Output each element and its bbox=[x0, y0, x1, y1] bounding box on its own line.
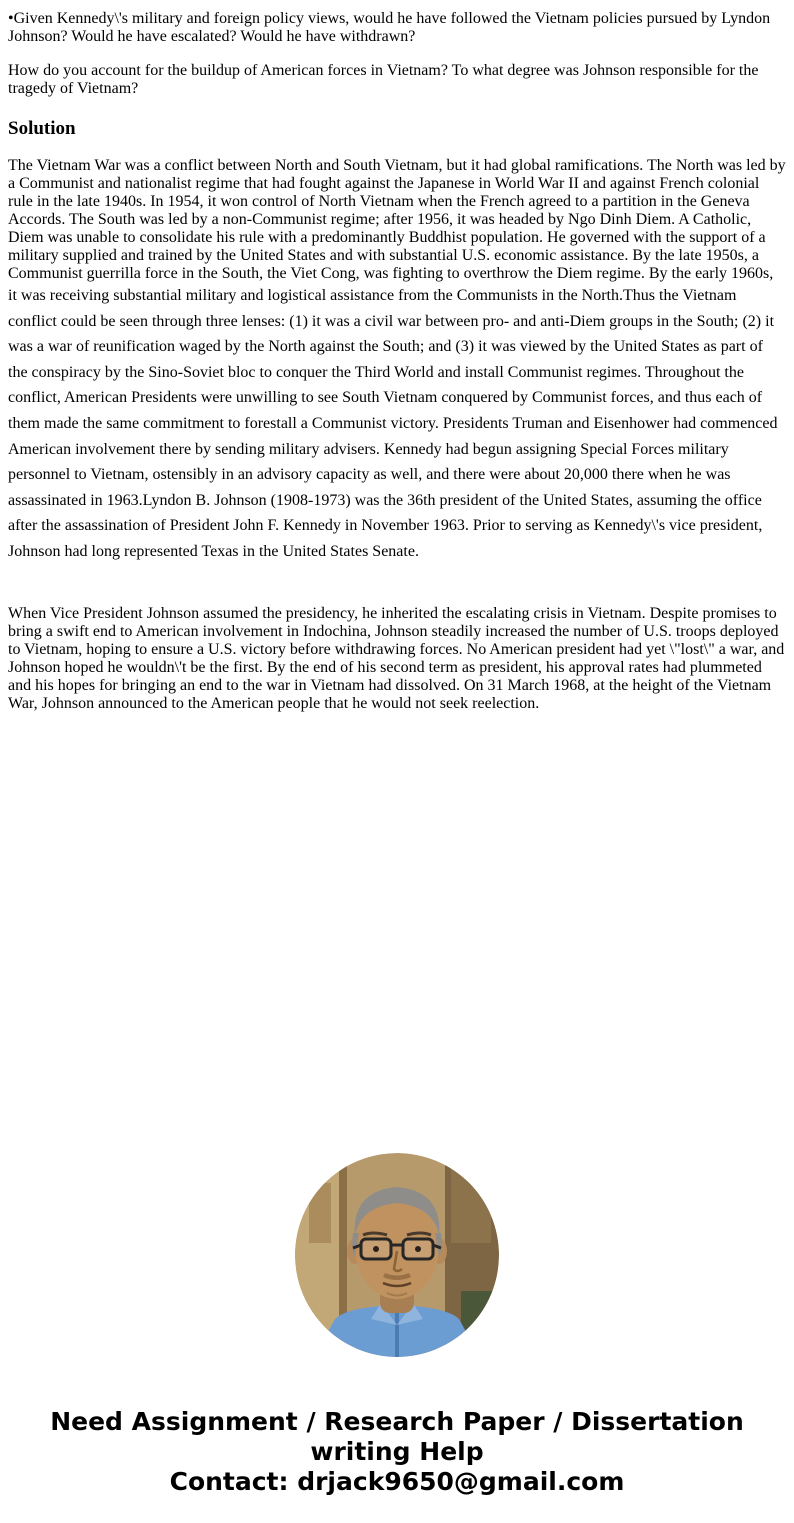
footer-line-2: writing Help bbox=[310, 1436, 484, 1466]
footer-contact-email: Contact: drjack9650@gmail.com bbox=[169, 1466, 625, 1496]
solution-paragraph-2: When Vice President Johnson assumed the presidency, he inherited the escalating crisis in Vietnam. Despite promises to bring a swift end to American involvement in Indochina, Johnson steadily increased the number of U.S. troops deployed to Vietnam, hoping to ensure a U.S. victory before withdrawing forces. No American president had yet \"lost\" a war, and Johnson hoped he wouldn\'t be the first. By the end of his second term as president, his approval rates had plummeted and his hopes for bringing an end to the war in Vietnam had dissolved. On 31 March 1968, at the height of the Vietnam War, Johnson announced to the American people that he would not seek reelection. bbox=[8, 604, 785, 712]
tutor-photo bbox=[295, 1153, 499, 1357]
man-portrait-graphic bbox=[295, 1153, 499, 1357]
solution-paragraph-1-part-2: it was receiving substantial military and logistical assistance from the Communists in the North.Thus the Vietnam conflict could be seen through three lenses: (1) it was a civil war between pro- and anti-Diem groups in the South; (2) it was a war of reunification waged by the North against the South; and (3) it was viewed by the United States as part of the conspiracy by the Sino-Soviet bloc to conquer the Third World and install Communist regimes. Throughout the conflict, American Presidents were unwilling to see South Vietnam conquered by Communist forces, and thus each of them made the same commitment to forestall a Communist victory. Presidents Truman and Eisenhower had commenced American involvement there by sending military advisers. Kennedy had begun assigning Special Forces military personnel to Vietnam, ostensibly in an advisory capacity as well, and there were about 20,000 there when he was assassinated in 1963.Lyndon B. Johnson (1908-1973) was the 36th president of the United States, assuming the office after the assassination of President John F. Kennedy in November 1963. Prior to serving as Kennedy\'s vice president, Johnson had long represented Texas in the United States Senate. bbox=[8, 287, 778, 560]
footer-cta bbox=[8, 1407, 786, 1521]
footer-line-1: Need Assignment / Research Paper / Dissertation bbox=[50, 1406, 744, 1436]
question-paragraph-2: How do you account for the buildup of American forces in Vietnam? To what degree was Johnson responsible for the tragedy of Vietnam? bbox=[8, 62, 759, 97]
tutor-photo-container bbox=[8, 1153, 786, 1357]
solution-heading: Solution bbox=[8, 118, 76, 139]
solution-paragraph-1 bbox=[8, 157, 786, 565]
solution-paragraph-1-part-1: The Vietnam War was a conflict between North and South Vietnam, but it had global ramifications. The North was led by a Communist and nationalist regime that had fought against the Japanese in World War II and against French colonial rule in the late 1940s. In 1954, it won control of North Vietnam when the French agreed to a partition in the Geneva Accords. The South was led by a non-Communist regime; after 1956, it was headed by Ngo Dinh Diem. A Catholic, Diem was unable to consolidate his rule with a predominantly Buddhist population. He governed with the support of a military supplied and trained by the United States and with substantial U.S. economic assistance. By the late 1950s, a Communist guerrilla force in the South, the Viet Cong, was fighting to overthrow the Diem regime. By the early 1960s, bbox=[8, 157, 786, 282]
question-paragraph-1: •Given Kennedy\'s military and foreign policy views, would he have followed the Vietnam policies pursued by Lyndon Johnson? Would he have escalated? Would he have withdrawn? bbox=[8, 10, 771, 45]
